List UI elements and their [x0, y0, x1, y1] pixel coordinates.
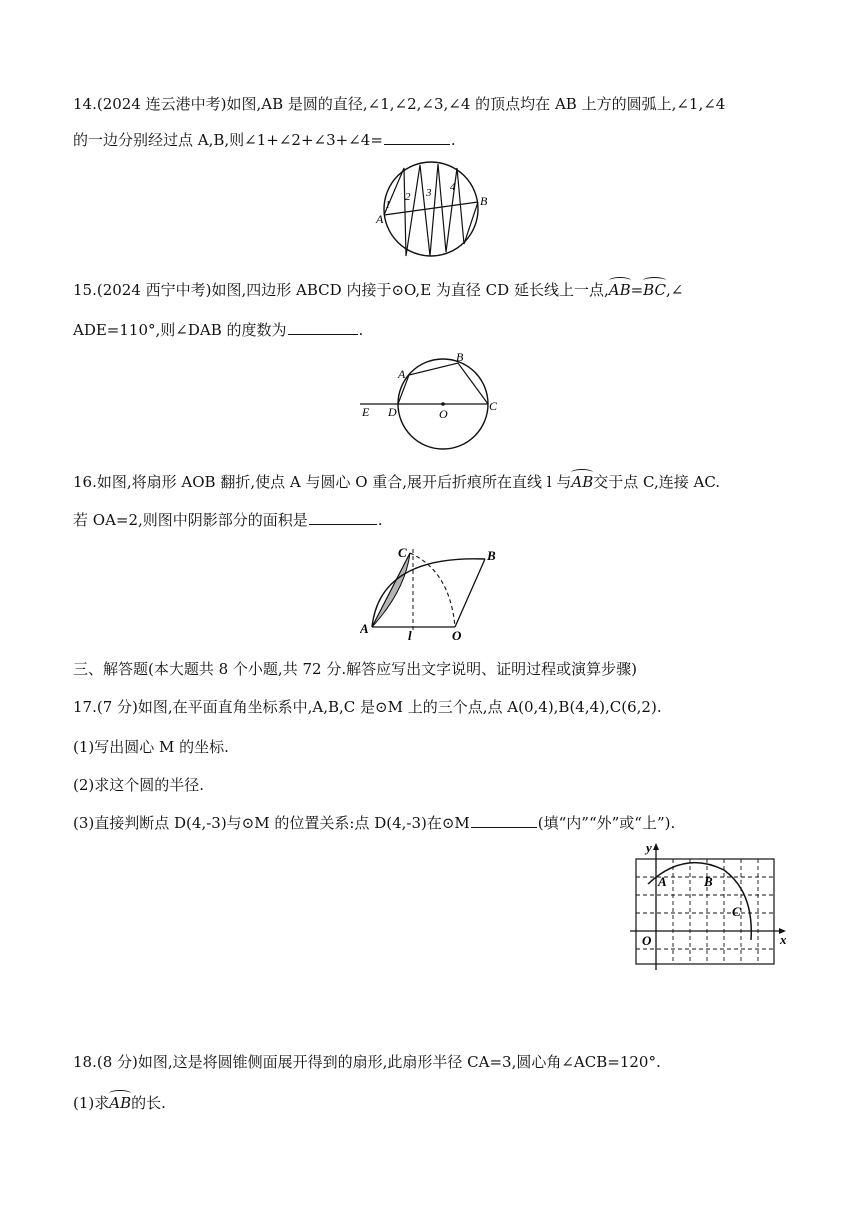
q15-equals: = [630, 281, 644, 299]
q14-line-1: 14.(2024 连云港中考)如图,AB 是圆的直径,∠1,∠2,∠3,∠4 的顶点均在 AB 上方的圆弧上,∠1,∠4 [73, 95, 726, 113]
q15-label-d: D [388, 405, 397, 419]
q16-radius-ob [455, 559, 485, 627]
q14-label-a: A [376, 212, 384, 226]
q14-line-2 [73, 130, 820, 150]
q15-answer-blank [288, 320, 358, 335]
q16-line-2 [73, 510, 820, 530]
q17-label-c: C [732, 904, 741, 919]
q16-folded-arc-right [410, 553, 455, 627]
q16-figure [360, 543, 500, 643]
q15-line-2 [73, 320, 820, 340]
q15-line-1 [73, 280, 820, 300]
q17-stem: 17.(7 分)如图,在平面直角坐标系中,A,B,C 是⊙M 上的三个点,点 A(0,4),B(4,4),C(6,2). [73, 698, 662, 716]
q14-label-b: B [480, 194, 488, 208]
q17-y-arrow-icon [653, 843, 659, 850]
q14-label-2: 2 [405, 191, 411, 203]
q15-center-point [441, 402, 445, 406]
q15-line-2-text: ADE=110°,则∠DAB 的度数为 [73, 321, 287, 339]
q17-part-3-text: (3)直接判断点 D(4,-3)与⊙M 的位置关系:点 D(4,-3)在⊙M [73, 814, 470, 832]
q18-arc-ab: AB [109, 1094, 132, 1112]
q15-line-1-text: 15.(2024 西宁中考)如图,四边形 ABCD 内接于⊙O,E 为直径 CD 延长线上一点, [73, 281, 609, 299]
q14-label-3: 3 [426, 187, 432, 199]
q16-segment-ac [372, 553, 410, 627]
q14-line-2-text: 的一边分别经过点 A,B,则∠1+∠2+∠3+∠4= [73, 131, 383, 149]
q17-part-2: (2)求这个圆的半径. [73, 776, 205, 794]
q15-line-1-tail: ,∠ [665, 281, 684, 299]
q14-line-2-end: . [450, 131, 456, 149]
q18-part-1 [73, 1093, 820, 1113]
q15-label-o: O [439, 407, 448, 421]
q16-label-b: B [487, 548, 496, 563]
q17-label-b: B [704, 874, 713, 889]
q17-answer-blank [471, 813, 537, 828]
q15-label-c: C [489, 399, 498, 413]
q17-part-1: (1)写出圆心 M 的坐标. [73, 738, 229, 756]
q16-line-1-tail: 交于点 C,连接 AC. [593, 473, 721, 491]
q15-label-b: B [456, 350, 464, 364]
q14-answer-blank [384, 130, 450, 145]
q16-label-l: l [408, 628, 412, 643]
q17-label-a: A [658, 874, 667, 889]
q15-arc-ab: AB [608, 281, 631, 299]
q14-label-1: 1 [385, 199, 391, 211]
q16-label-c: C [398, 545, 407, 560]
q17-label-y: y [646, 840, 652, 855]
q16-line-1-text: 16.如图,将扇形 AOB 翻折,使点 A 与圆心 O 重合,展开后折痕所在直线 l 与 [73, 473, 572, 491]
q18-part-1-tail: 的长. [131, 1094, 166, 1112]
section-3-heading: 三、解答题(本大题共 8 个小题,共 72 分.解答应写出文字说明、证明过程或演算步骤) [73, 660, 637, 678]
q15-figure [358, 348, 508, 454]
q16-line-1 [73, 472, 820, 492]
q14-label-4: 4 [450, 181, 456, 193]
q15-arc-bc: BC [643, 281, 666, 299]
q17-part-3 [73, 813, 820, 833]
q16-line-2-end: . [377, 511, 383, 529]
q18-stem: 18.(8 分)如图,这是将圆锥侧面展开得到的扇形,此扇形半径 CA=3,圆心角∠ACB=120°. [73, 1053, 661, 1071]
q14-figure [368, 160, 494, 260]
q17-label-x: x [780, 932, 787, 947]
q15-quadrilateral [398, 363, 488, 404]
q16-arc-ab: AB [571, 473, 594, 491]
q18-part-1-text: (1)求 [73, 1094, 110, 1112]
q14-diameter-ab [384, 202, 478, 215]
q15-line-2-end: . [358, 321, 364, 339]
q17-label-o: O [642, 933, 652, 948]
q15-label-a: A [398, 367, 406, 381]
q17-part-3-tail: (填“内”“外”或“上”). [537, 814, 676, 832]
q17-coordinate-figure [626, 840, 794, 974]
q16-label-o: O [452, 628, 462, 643]
q15-label-e: E [362, 405, 370, 419]
q16-line-2-text: 若 OA=2,则图中阴影部分的面积是 [73, 511, 308, 529]
q16-answer-blank [309, 510, 377, 525]
q16-label-a: A [360, 621, 369, 636]
